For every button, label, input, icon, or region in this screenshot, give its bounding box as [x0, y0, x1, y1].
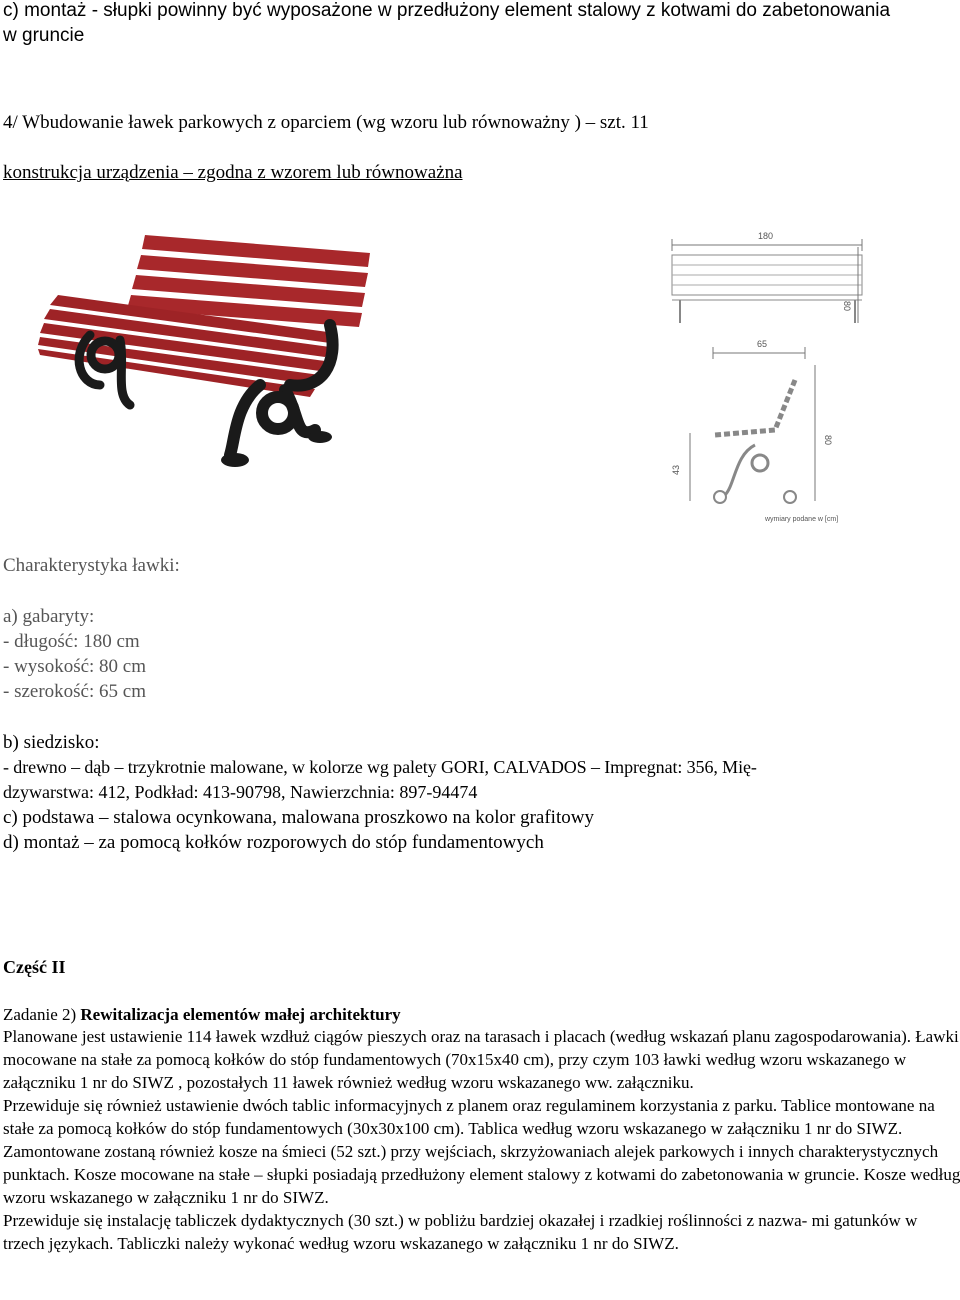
- char-b-line2: dzywarstwa: 412, Podkład: 413-90798, Nawierzchnia: 897-94474: [3, 782, 478, 802]
- part2-paragraph-boards: Przewiduje się również ustawienie dwóch tablic informacyjnych z planem oraz regulaminem korzystania z parku. Tablice montowane na stałe za pomocą kołków do stóp fundamentowych (30x30x100 cm). Tablica według wzoru wskazanego w załączniku 1 nr do SIWZ.: [3, 1096, 935, 1138]
- bench-illustration: [30, 225, 390, 485]
- char-b-label: b) siedzisko:: [3, 732, 100, 753]
- char-a-length: - długość: 180 cm: [3, 631, 140, 652]
- part2-paragraph-plaques: Przewiduje się instalację tabliczek dydaktycznych (30 szt.) w pobliżu bardziej okazałej i rzadkiej roślinności z nazwa- mi gatunków w trzech językach. Tabliczki należy wykonać według wzoru wskazanego w załączniku 1 nr do SIWZ.: [3, 1211, 918, 1253]
- bench-foot-front-left: [221, 453, 249, 467]
- bench-foot-front-right: [308, 431, 332, 443]
- dim-front-width: 180: [758, 231, 774, 241]
- char-c-line: c) podstawa – stalowa ocynkowana, malowana proszkowo na kolor grafitowy: [3, 807, 594, 828]
- char-d-line: d) montaż – za pomocą kołków rozporowych do stóp fundamentowych: [3, 832, 544, 853]
- characteristics-title: Charakterystyka ławki:: [3, 555, 180, 576]
- char-a-label: a) gabaryty:: [3, 606, 95, 627]
- part2-task: [3, 1003, 401, 1026]
- part2-paragraph-benches: Planowane jest ustawienie 114 ławek wzdłuż ciągów pieszych oraz na tarasach i placach (według wskazań planu zagospodarowania). Ławki mocowane na stałe za pomocą kołków do stóp fundamentowych (70x15x40 cm), przy czym 103 ławki według wzoru wskazanego w załączniku 1 nr do SIWZ , pozostałych 11 ławek również według wzoru wskazanego ww. załączniku.: [3, 1027, 959, 1092]
- section4-heading: 4/ Wbudowanie ławek parkowych z oparciem (wg wzoru lub równoważny ) – szt. 11: [3, 112, 649, 133]
- dim-front-height: 80: [842, 301, 852, 312]
- bench-back-frame: [79, 335, 130, 405]
- dim-units-note: wymiary podane w [cm]: [765, 516, 839, 523]
- char-a-width: - szerokość: 65 cm: [3, 681, 146, 702]
- part2-heading: Część II: [3, 957, 66, 977]
- dim-seat-height: 43: [671, 464, 681, 475]
- part2-paragraph-bins: Zamontowane zostaną również kosze na śmieci (52 szt.) przy wejściach, skrzyżowaniach alejek parkowych i innych charakterystycznych punktach. Kosze mocowane na stałe – słupki posiadają przedłużony element stalowy z kotwami do zabetonowania w gruncie. Kosze według wzoru wskazanego w załączniku 1 nr do SIWZ.: [3, 1142, 960, 1207]
- section4-subheading: konstrukcja urządzenia – zgodna z wzorem lub równoważna: [3, 162, 463, 183]
- bench-side-drawing: [665, 335, 865, 535]
- part2-task-prefix: Zadanie 2): [3, 1005, 81, 1024]
- part2-task-title: Rewitalizacja elementów małej architektury: [80, 1005, 401, 1024]
- dim-side-depth: 65: [757, 339, 768, 349]
- char-b-line1: - drewno – dąb – trzykrotnie malowane, w kolorze wg palety GORI, CALVADOS – Impregnat: 356, Mię-: [3, 757, 757, 777]
- top-line-2: w gruncie: [3, 25, 85, 46]
- part2-paragraphs: [3, 1025, 960, 1255]
- bench-front-drawing: [630, 225, 890, 345]
- char-a-height: - wysokość: 80 cm: [3, 656, 147, 677]
- dim-side-height: 80: [823, 435, 833, 446]
- top-line-1: c) montaż - słupki powinny być wyposażone w przedłużony element stalowy z kotwami do zabetonowania: [3, 0, 891, 21]
